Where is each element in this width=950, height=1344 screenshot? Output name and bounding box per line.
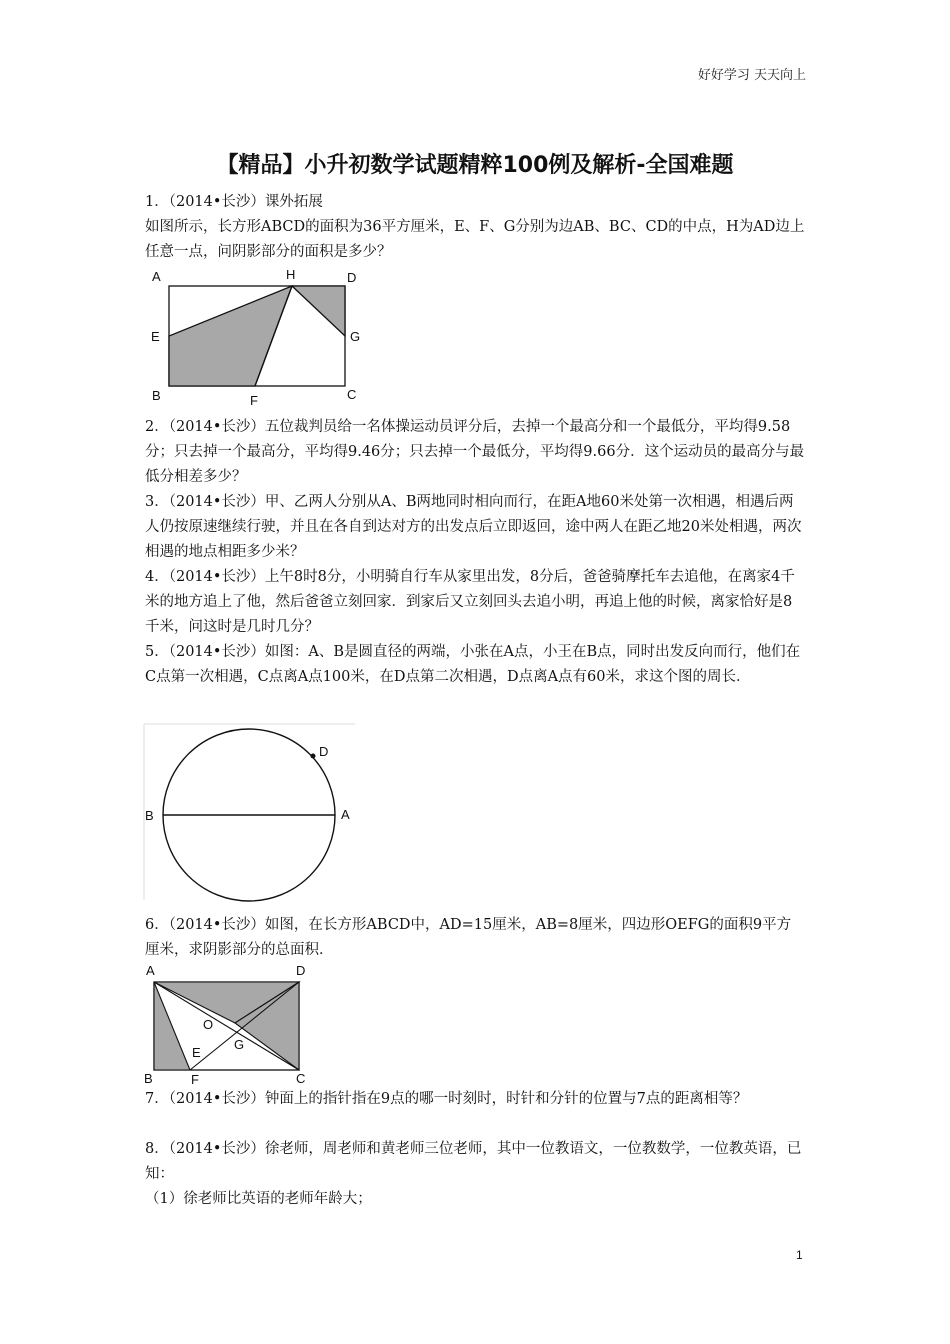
question-5-text: 5．（2014•长沙）如图：A、B是圆直径的两端，小张在A点，小王在B点，同时出发反向而行，他们在C点第一次相遇，C点离A点100米，在D点第二次相遇，D点离A点有60米，求这个图的周长． bbox=[145, 644, 801, 685]
label-d: D bbox=[347, 270, 357, 285]
question-2-text: 2．（2014•长沙）五位裁判员给一名体操运动员评分后，去掉一个最高分和一个最低分，平均得9.58分；只去掉一个最高分，平均得9.46分；只去掉一个最低分，平均得9.66分．这个运动员的最高分与最低分相差多少？ bbox=[145, 419, 805, 485]
label-c: C bbox=[296, 1071, 306, 1086]
question-8-text: 8．（2014•长沙）徐老师，周老师和黄老师三位老师，其中一位教语文，一位教数学，一位教英语，已知： bbox=[145, 1141, 802, 1182]
label-a: A bbox=[341, 807, 350, 822]
label-d: D bbox=[319, 744, 329, 759]
label-h: H bbox=[286, 267, 296, 282]
label-f: F bbox=[250, 393, 258, 408]
label-f: F bbox=[191, 1072, 199, 1087]
label-g: G bbox=[234, 1037, 245, 1052]
figure-rectangle-oefg bbox=[140, 960, 320, 1090]
question-7 bbox=[145, 1087, 805, 1112]
question-7-text: 7．（2014•长沙）钟面上的指针指在9点的哪一时刻时，时针和分针的位置与7点的距离相等？ bbox=[145, 1091, 748, 1107]
question-6-text: 6．（2014•长沙）如图，在长方形ABCD中，AD=15厘米，AB=8厘米，四边形OEFG的面积9平方厘米，求阴影部分的总面积． bbox=[145, 917, 792, 958]
label-a: A bbox=[152, 269, 161, 284]
page-header: 好好学习 天天向上 bbox=[697, 68, 806, 83]
question-1 bbox=[145, 190, 805, 265]
question-4 bbox=[145, 565, 805, 640]
label-c: C bbox=[347, 387, 357, 402]
figure-rectangle-abcd bbox=[145, 262, 375, 412]
label-e: E bbox=[192, 1045, 201, 1060]
question-8-item-1: （1）徐老师比英语的老师年龄大； bbox=[145, 1191, 372, 1207]
label-e: E bbox=[151, 329, 160, 344]
question-6 bbox=[145, 913, 805, 963]
label-b: B bbox=[152, 388, 161, 403]
label-d: D bbox=[296, 963, 306, 978]
label-b: B bbox=[145, 808, 154, 823]
question-8 bbox=[145, 1137, 805, 1212]
question-3-text: 3．（2014•长沙）甲、乙两人分别从A、B两地同时相向而行，在距A地60米处第一次相遇，相遇后两人仍按原速继续行驶，并且在各自到达对方的出发点后立即返回，途中两人在距乙地20米处相遇，两次相遇的地点相距多少米？ bbox=[145, 494, 802, 560]
label-b: B bbox=[144, 1071, 153, 1086]
page-title: 【精品】小升初数学试题精粹100例及解析-全国难题 bbox=[216, 153, 734, 178]
question-2 bbox=[145, 415, 805, 490]
label-g: G bbox=[350, 329, 361, 344]
question-1-text: 如图所示，长方形ABCD的面积为36平方厘米，E、F、G分别为边AB、BC、CD的中点，H为AD边上任意一点，问阴影部分的面积是多少？ bbox=[145, 219, 805, 260]
question-1-head: 1．（2014•长沙）课外拓展 bbox=[145, 194, 323, 210]
point-d bbox=[311, 754, 316, 759]
question-4-text: 4．（2014•长沙）上午8时8分，小明骑自行车从家里出发，8分后，爸爸骑摩托车去追他，在离家4千米的地方追上了他，然后爸爸立刻回家．到家后又立刻回头去追小明，再追上他的时候，离家恰好是8千米，问这时是几时几分？ bbox=[145, 569, 795, 635]
question-5 bbox=[145, 640, 805, 690]
page-number: 1 bbox=[796, 1248, 803, 1262]
figure-circle bbox=[140, 720, 360, 902]
label-o: O bbox=[203, 1017, 214, 1032]
label-a: A bbox=[146, 963, 155, 978]
question-3 bbox=[145, 490, 805, 565]
